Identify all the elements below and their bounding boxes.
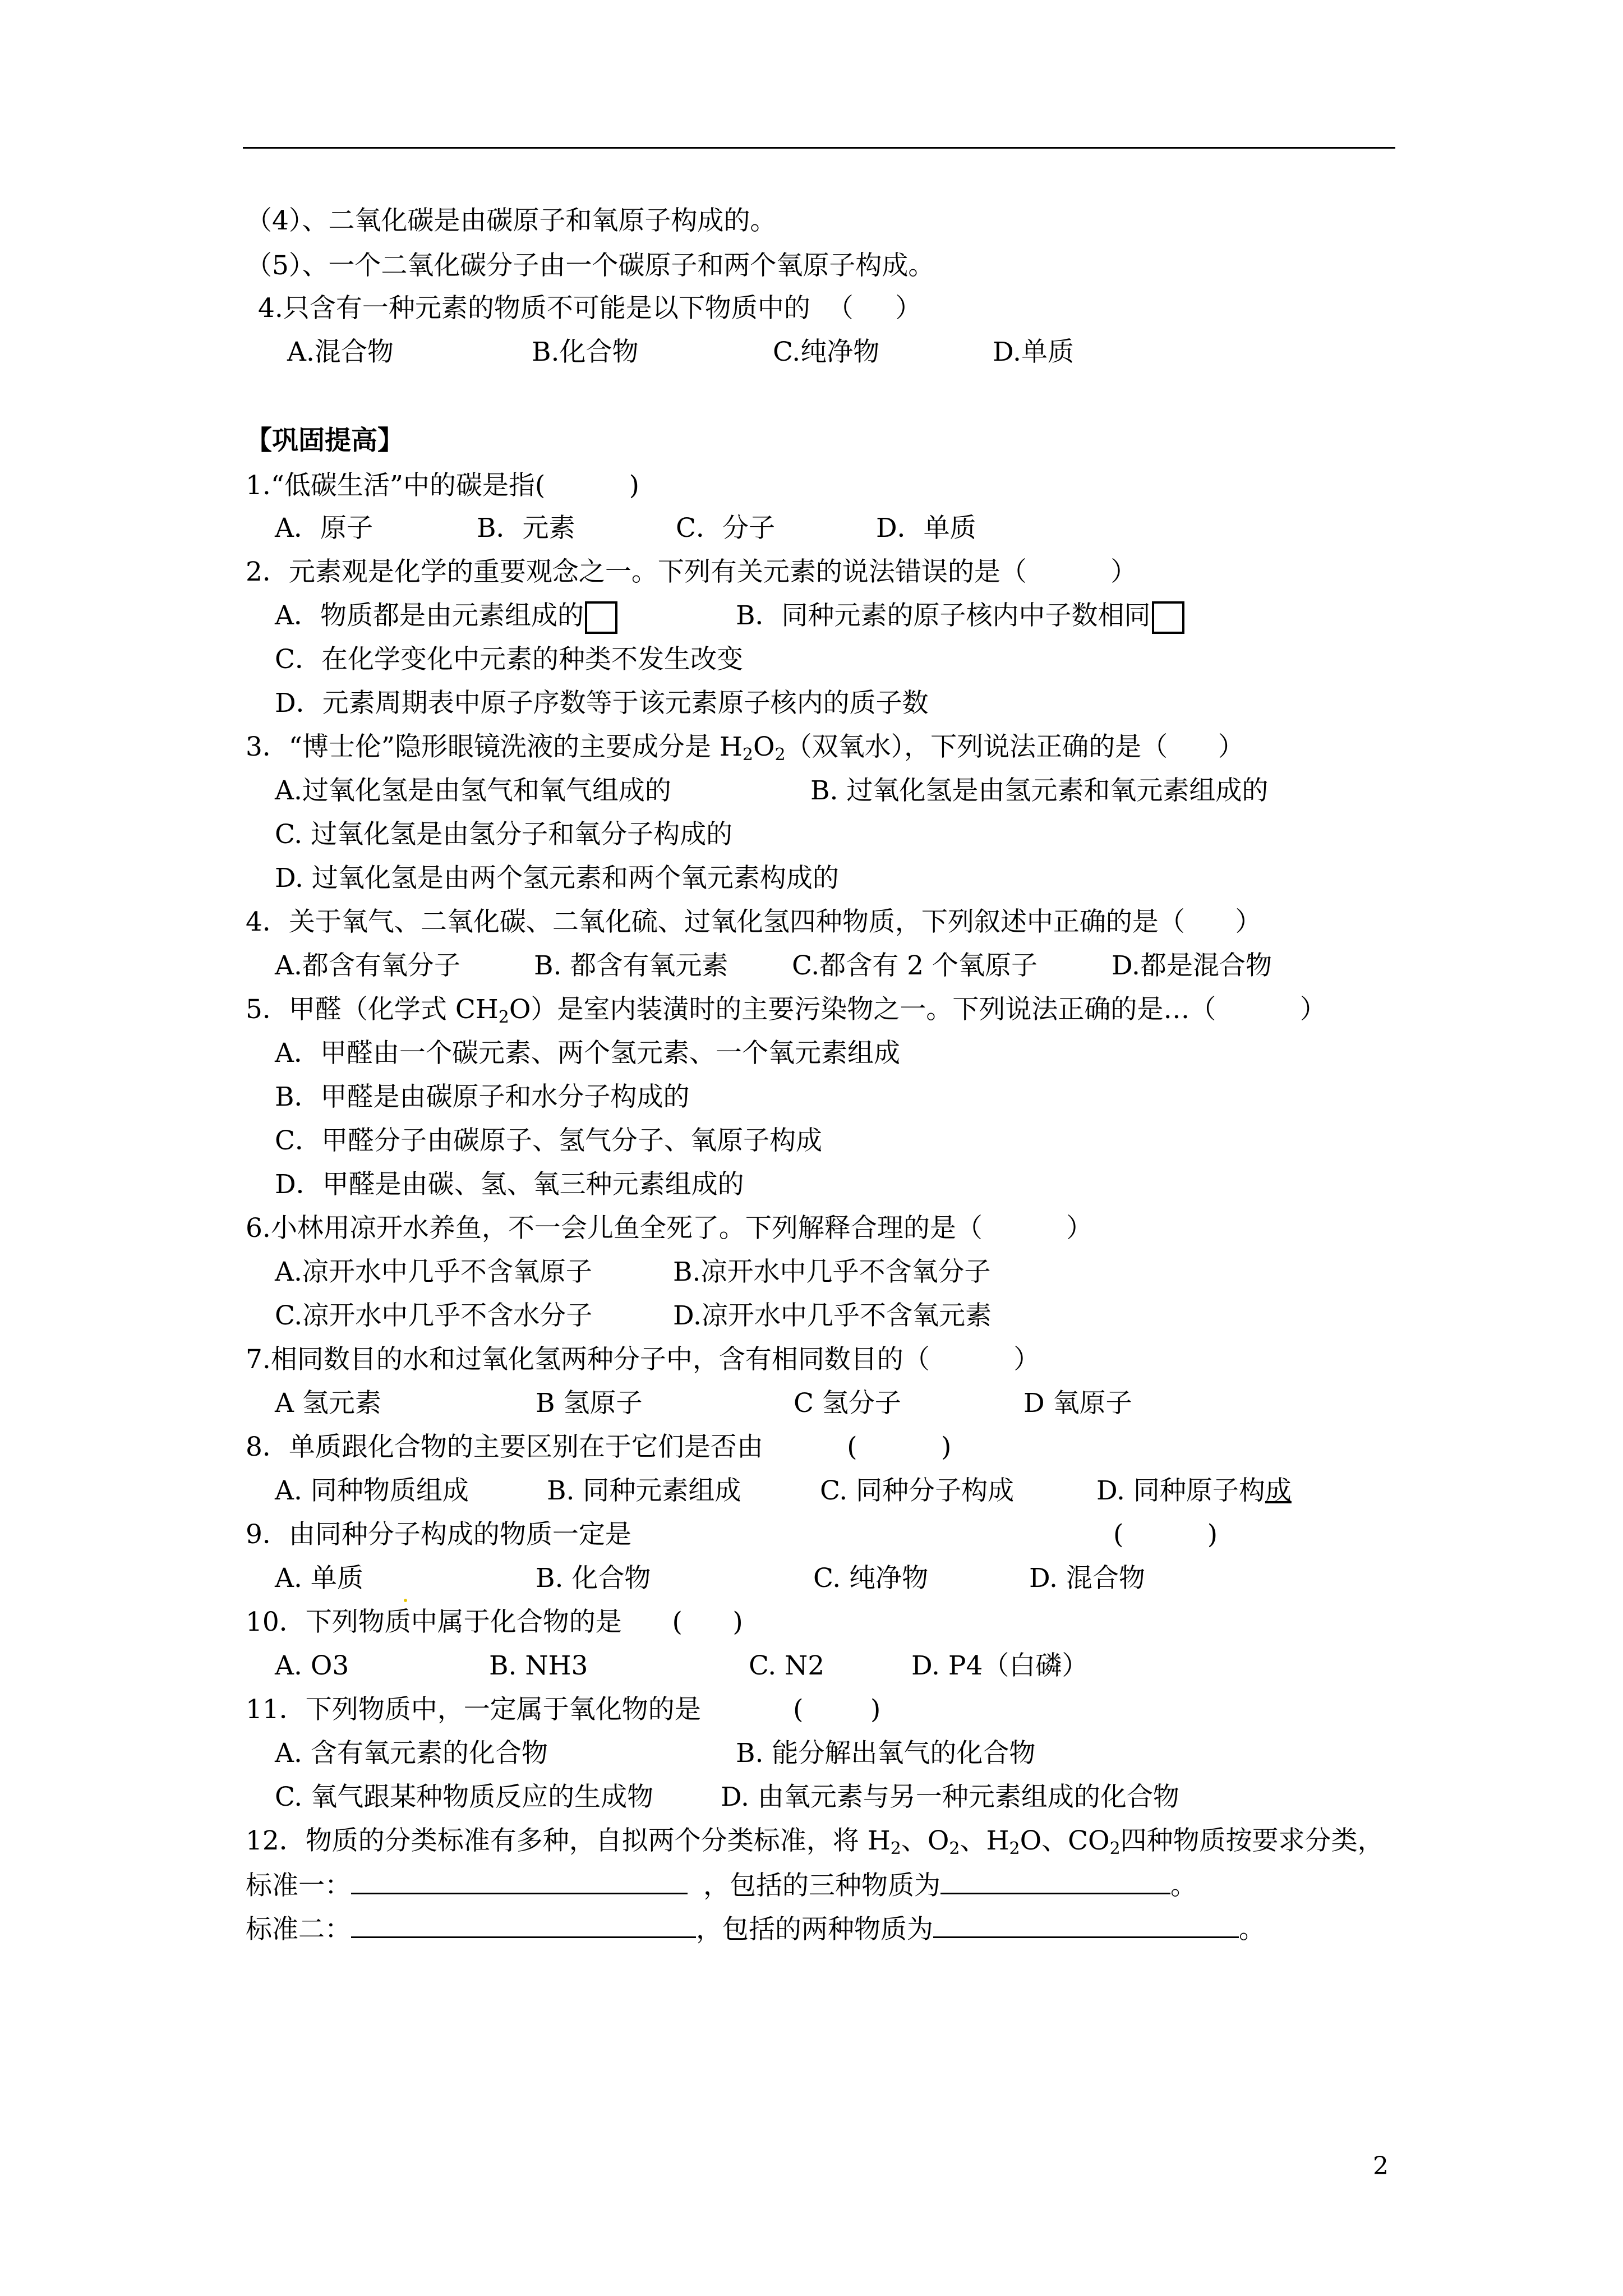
- q4-option-b: B.化合物: [532, 337, 639, 367]
- q12-sub-o2: 2: [949, 1839, 960, 1858]
- q5-option-c: C．甲醛分子由碳原子、氢气分子、氧原子构成: [275, 1125, 822, 1156]
- q6-stem: 6.小林用凉开水养鱼，不一会儿鱼全死了。下列解释合理的是（ ）: [246, 1213, 1093, 1244]
- q3-option-c: C. 过氧化氢是由氢分子和氧分子构成的: [275, 819, 733, 850]
- q2-option-a-text: A．物质都是由元素组成的: [275, 600, 584, 631]
- q6-option-a: A.凉开水中几乎不含氧原子: [275, 1257, 592, 1287]
- q5-option-b: B．甲醛是由碳原子和水分子构成的: [275, 1082, 690, 1112]
- page-number: 2: [1373, 2152, 1389, 2180]
- q2-option-c: C．在化学变化中元素的种类不发生改变: [275, 644, 743, 675]
- q11-option-b: B. 能分解出氧气的化合物: [736, 1738, 1036, 1769]
- q11-option-c: C. 氧气跟某种物质反应的生成物: [275, 1782, 654, 1812]
- q11-option-a: A. 含有氧元素的化合物: [275, 1738, 548, 1769]
- q12-stem: [246, 1824, 1384, 1858]
- std2-blank-criterion[interactable]: [351, 1912, 696, 1938]
- q4b-option-b: B. 都含有氧元素: [534, 950, 728, 981]
- q12-sub-co2: 2: [1109, 1839, 1121, 1858]
- q5-sub: 2: [498, 1007, 509, 1027]
- q11-stem: 11．下列物质中，一定属于氧化物的是 ( ): [246, 1694, 881, 1725]
- question-4-stem: 4.只含有一种元素的物质不可能是以下物质中的 （ ）: [258, 293, 922, 324]
- q9-answer-paren: ( ): [1113, 1519, 1218, 1550]
- q5-stem-post: O）是室内装潢时的主要污染物之一。下列说法正确的是…（ ）: [509, 994, 1326, 1025]
- q8-option-d-text: D. 同种原子构: [1096, 1475, 1265, 1506]
- q8-option-c: C. 同种分子构成: [820, 1475, 1015, 1506]
- std1-mid: ，包括的三种物质为: [703, 1870, 940, 1901]
- q10-option-b: B. NH3: [489, 1650, 588, 1681]
- q5-option-a: A．甲醛由一个碳元素、两个氢元素、一个氧元素组成: [275, 1038, 900, 1069]
- q3-stem-pre: 3．“博士伦”隐形眼镜洗液的主要成分是 H: [246, 731, 743, 762]
- std2-mid: ，包括的两种物质为: [696, 1914, 933, 1945]
- q12-stem-b: 、O: [901, 1825, 949, 1856]
- q10-option-a: A. O3: [275, 1650, 349, 1681]
- q1-stem: 1.“低碳生活”中的碳是指( ): [246, 470, 639, 501]
- q11-option-d: D. 由氧元素与另一种元素组成的化合物: [721, 1782, 1179, 1812]
- std2-label: 标准二：: [246, 1914, 351, 1945]
- q6-option-c: C.凉开水中几乎不含水分子: [275, 1300, 593, 1331]
- q7-option-a: A 氢元素: [275, 1388, 381, 1419]
- q2-option-a: [275, 599, 617, 634]
- q4b-option-d: D.都是混合物: [1112, 950, 1272, 981]
- q2-option-b: [736, 599, 1184, 634]
- q1-option-c: C．分子: [676, 513, 775, 544]
- q9-option-b: B. 化合物: [536, 1563, 651, 1594]
- q12-stem-c: 、H: [960, 1825, 1009, 1856]
- q12-standard-2: [246, 1912, 1265, 1947]
- intro-line-5: （5）、一个二氧化碳分子由一个碳原子和两个氧原子构成。: [246, 250, 935, 281]
- std2-end: 。: [1239, 1914, 1265, 1945]
- q5-option-d: D．甲醛是由碳、氢、氧三种元素组成的: [275, 1169, 744, 1200]
- q9-option-c: C. 纯净物: [813, 1563, 929, 1594]
- q6-option-d: D.凉开水中几乎不含氧元素: [673, 1300, 992, 1331]
- std1-label: 标准一：: [246, 1870, 351, 1901]
- checkbox-a[interactable]: [585, 601, 617, 634]
- q7-option-d: D 氧原子: [1023, 1388, 1132, 1419]
- q1-option-a: A．原子: [275, 513, 373, 544]
- q3-sub-2: 2: [774, 745, 786, 765]
- q3-sub-1: 2: [742, 745, 753, 765]
- header-rule: [243, 147, 1395, 149]
- q1-option-b: B．元素: [477, 513, 575, 544]
- q10-option-c: C. N2: [749, 1650, 825, 1681]
- q5-stem: [246, 993, 1326, 1027]
- q7-option-c: C 氢分子: [794, 1388, 901, 1419]
- q2-stem: 2．元素观是化学的重要观念之一。下列有关元素的说法错误的是（ ）: [246, 556, 1137, 587]
- q3-stem-mid: O: [753, 731, 775, 762]
- q2-option-b-text: B．同种元素的原子核内中子数相同: [736, 600, 1151, 631]
- q8-option-d: [1096, 1474, 1292, 1508]
- q10-stem: 10．下列物质中属于化合物的是 ( ): [246, 1607, 743, 1637]
- q9-option-a: A. 单质: [275, 1563, 363, 1594]
- q9-option-d: D. 混合物: [1029, 1563, 1145, 1594]
- q4-option-a: A.混合物: [287, 337, 394, 367]
- section-title: 【巩固提高】: [246, 425, 404, 456]
- q8-option-b: B. 同种元素组成: [547, 1475, 741, 1506]
- q4b-option-c: C.都含有 2 个氧原子: [792, 950, 1038, 981]
- q12-sub-h2o: 2: [1009, 1839, 1020, 1858]
- q7-stem: 7.相同数目的水和过氧化氢两种分子中，含有相同数目的（ ）: [246, 1344, 1040, 1375]
- q12-standard-1: [246, 1868, 1197, 1903]
- q12-stem-e: 四种物质按要求分类，: [1120, 1825, 1384, 1856]
- q5-stem-pre: 5．甲醛（化学式 CH: [246, 994, 499, 1025]
- std1-blank-criterion[interactable]: [351, 1868, 688, 1894]
- q12-sub-h2: 2: [890, 1839, 901, 1858]
- q3-option-a: A.过氧化氢是由氢气和氧气组成的: [275, 775, 671, 806]
- q4-option-c: C.纯净物: [773, 337, 880, 367]
- q12-stem-a: 12．物质的分类标准有多种，自拟两个分类标准，将 H: [246, 1825, 891, 1856]
- std2-blank-substances[interactable]: [933, 1912, 1239, 1938]
- q9-stem: 9．由同种分子构成的物质一定是: [246, 1519, 631, 1550]
- checkbox-b[interactable]: [1152, 601, 1184, 634]
- std1-end: 。: [1170, 1870, 1197, 1901]
- q8-stem: 8．单质跟化合物的主要区别在于它们是否由 ( ): [246, 1432, 952, 1462]
- std1-blank-substances[interactable]: [940, 1868, 1170, 1894]
- q1-option-d: D．单质: [876, 513, 976, 544]
- q4-option-d: D.单质: [993, 337, 1074, 367]
- q12-stem-d: O、CO: [1020, 1825, 1110, 1856]
- intro-line-4: （4）、二氧化碳是由碳原子和氧原子构成的。: [246, 205, 777, 236]
- q10-option-d: D. P4（白磷）: [911, 1650, 1089, 1681]
- q4b-stem: 4．关于氧气、二氧化碳、二氧化硫、过氧化氢四种物质，下列叙述中正确的是（ ）: [246, 907, 1262, 937]
- q3-stem-post: （双氧水），下列说法正确的是（ ）: [785, 731, 1244, 762]
- q6-option-b: B.凉开水中几乎不含氧分子: [673, 1257, 991, 1287]
- q3-stem: [246, 730, 1244, 764]
- q3-option-d: D. 过氧化氢是由两个氢元素和两个氧元素构成的: [275, 863, 839, 894]
- stray-dot: [404, 1599, 407, 1602]
- q2-option-d: D．元素周期表中原子序数等于该元素原子核内的质子数: [275, 688, 929, 719]
- q4b-option-a: A.都含有氧分子: [275, 950, 460, 981]
- q3-option-b: B. 过氧化氢是由氢元素和氧元素组成的: [810, 775, 1269, 806]
- q8-option-a: A. 同种物质组成: [275, 1475, 469, 1506]
- q7-option-b: B 氢原子: [536, 1388, 643, 1419]
- q8-option-d-underlined: 成: [1265, 1475, 1292, 1506]
